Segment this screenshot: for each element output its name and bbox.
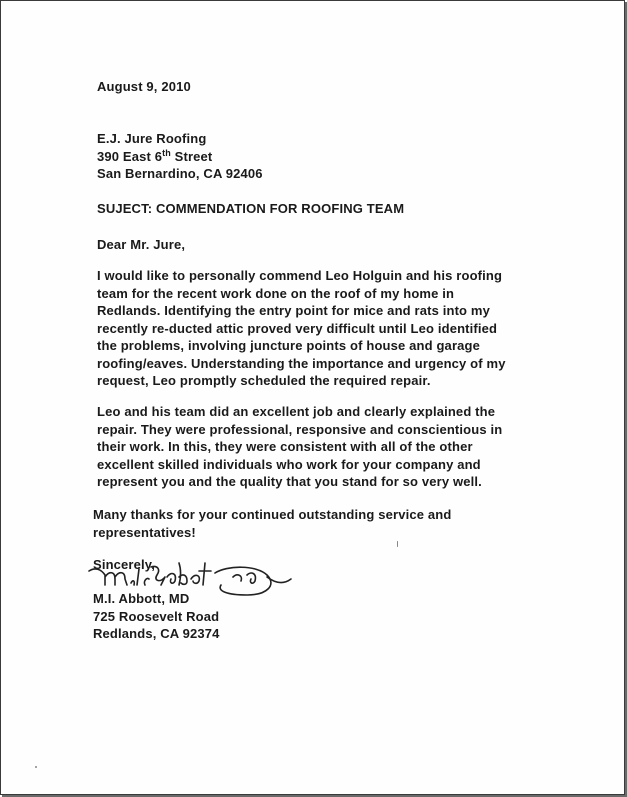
- recipient-street: [97, 148, 263, 166]
- paragraph-line: the problems, involving juncture points of house and garage: [97, 338, 480, 353]
- recipient-street-name: Street: [170, 148, 213, 164]
- paragraph-line: their work. In this, they were consistent with all of the other: [97, 439, 473, 454]
- paragraph-line: roofing/eaves. Understanding the importance and urgency of my: [97, 355, 506, 371]
- letter-subject: SUJECT: COMMENDATION FOR ROOFING TEAM: [97, 201, 405, 216]
- scan-speck: [397, 541, 398, 547]
- paragraph-line: I would like to personally commend Leo Holguin and his roofing: [97, 268, 503, 283]
- paragraph-line: repair. They were professional, responsive and conscientious in: [97, 421, 503, 437]
- letter-closing: Sincerely,: [93, 557, 155, 572]
- paragraph-line: Redlands. Identifying the entry point for mice and rats into my: [97, 303, 490, 318]
- letter-greeting: Dear Mr. Jure,: [97, 237, 186, 252]
- letter-date: August 9, 2010: [97, 79, 191, 94]
- sender-address: [93, 590, 220, 643]
- paragraph-line: excellent skilled individuals who work for your company and: [97, 456, 481, 472]
- recipient-name: E.J. Jure Roofing: [97, 131, 207, 146]
- paragraph-line: request, Leo promptly scheduled the required repair.: [97, 373, 431, 388]
- paragraph-line: recently re-ducted attic proved very difficult until Leo identified: [97, 320, 498, 336]
- paragraph-1: [97, 267, 537, 390]
- paragraph-line: team for the recent work done on the roof of my home in: [97, 285, 455, 301]
- paragraph-line: represent you and the quality that you stand for so very well.: [97, 474, 482, 489]
- scan-speck: [35, 766, 37, 768]
- paragraph-3: [93, 506, 533, 541]
- recipient-street-ordinal: th: [162, 147, 171, 158]
- recipient-address: [97, 130, 263, 183]
- paragraph-2: [97, 403, 537, 491]
- sender-street: 725 Roosevelt Road: [93, 608, 220, 624]
- paragraph-line: Leo and his team did an excellent job and clearly explained the: [97, 404, 496, 419]
- recipient-city: San Bernardino, CA 92406: [97, 166, 263, 181]
- sender-city: Redlands, CA 92374: [93, 626, 220, 641]
- paragraph-line: Many thanks for your continued outstanding service and: [93, 507, 452, 522]
- paragraph-line: representatives!: [93, 524, 196, 540]
- recipient-street-number: 390 East 6: [97, 148, 163, 164]
- sender-name: M.I. Abbott, MD: [93, 591, 190, 606]
